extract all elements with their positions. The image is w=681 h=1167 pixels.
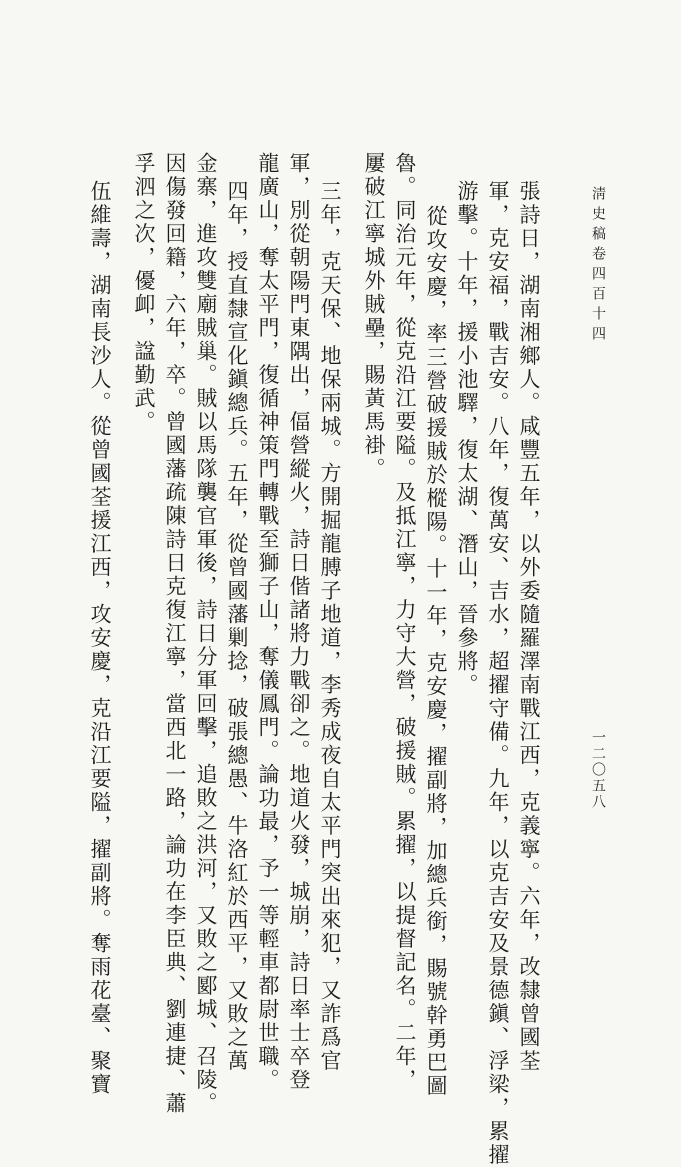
text-column: 從攻安慶，率三營破援賊於樅陽。十一年，克安慶，擢副將，加總兵銜，賜號幹勇巴圖	[424, 205, 448, 1098]
text-column: 屢破江寧城外賊壘，賜黃馬褂。	[362, 152, 386, 481]
text-column: 孚泗之次，優卹，諡勤武。	[132, 152, 156, 434]
text-column: 魯。同治元年，從克沿江要隘。及抵江寧，力守大營，破援賊。累擢，以提督記名。二年，	[393, 152, 417, 1092]
text-column: 軍，別從朝陽門東隅出，偪營縱火，詩日偕諸將力戰卻之。地道火發，城崩，詩日率士卒登	[287, 152, 311, 1092]
text-column: 金寨，進攻雙廟賊巢。賊以馬隊襲官軍後，詩日分軍回擊，追敗之洪河，又敗之郾城、召陵。	[194, 152, 218, 1116]
text-column: 軍，克安福，戰吉安。八年，復萬安、吉水，超擢守備。九年，以克吉安及景德鎭、浮梁，累擢	[486, 180, 510, 1167]
text-column: 因傷發回籍，六年，卒。曾國藩疏陳詩日克復江寧，當西北一路，論功在李臣典、劉連捷、蕭	[163, 152, 187, 1116]
text-column: 四年，授直隸宣化鎭總兵。五年，從曾國藩剿捻，破張總愚、牛洛紅於西平，又敗之萬	[225, 180, 249, 1073]
running-header: 淸史稿卷四百十四	[590, 186, 606, 346]
text-column: 三年，克天保、地保兩城。方開掘龍膊子地道，李秀成夜自太平門突出來犯，又詐爲官	[318, 180, 342, 1073]
page-number: 一二〇五八	[590, 730, 606, 810]
text-column: 張詩日，湖南湘鄉人。咸豐五年，以外委隨羅澤南戰江西，克義寧。六年，改隸曾國荃	[517, 180, 541, 1073]
text-column: 龍廣山，奪太平門，復循神策門轉戰至獅子山，奪儀鳳門。論功最，予一等輕車都尉世職。	[256, 152, 280, 1092]
text-column: 伍維壽，湖南長沙人。從曾國荃援江西，攻安慶，克沿江要隘，擢副將。奪雨花臺、聚寶	[88, 180, 112, 1097]
text-column: 游擊。十年，援小池驛，復太湖、潛山，晉參將。	[455, 180, 479, 697]
